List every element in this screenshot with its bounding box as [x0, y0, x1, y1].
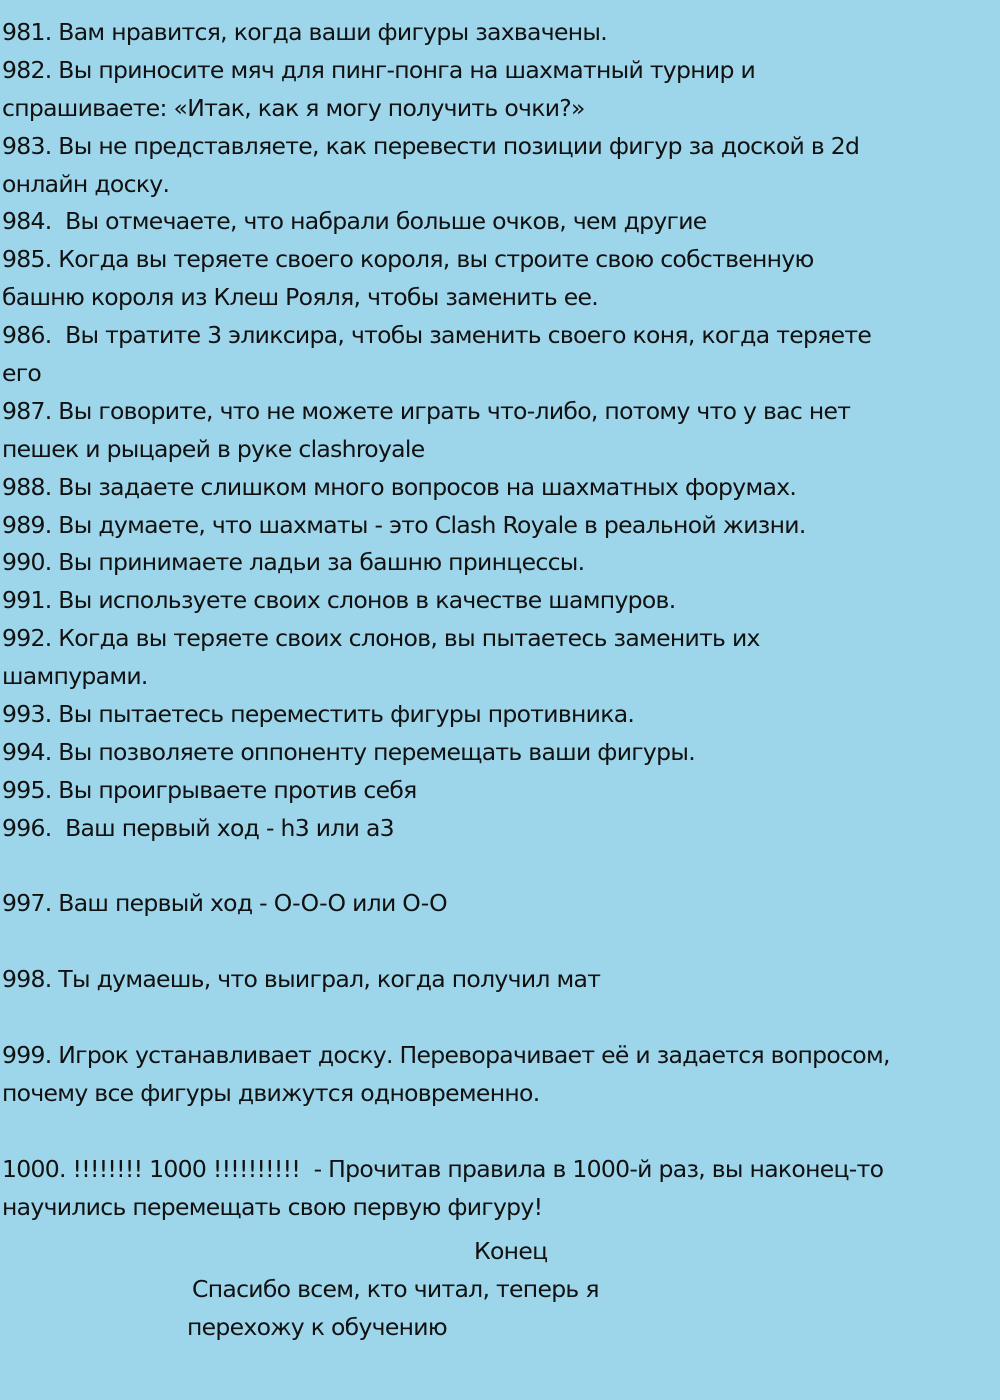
blank-line: [2, 848, 992, 886]
text-line: 987. Вы говорите, что не можете играть что-либо, потому что у вас нет: [2, 396, 851, 425]
text-line: 985. Когда вы теряете своего короля, вы строите свою собственную: [2, 245, 814, 274]
text-line: онлайн доску.: [2, 169, 170, 198]
text-line: 997. Ваш первый ход - O-O-O или O-O: [2, 889, 447, 918]
text-line: почему все фигуры движутся одновременно.: [2, 1078, 540, 1107]
text-line: башню короля из Клеш Рояля, чтобы заменить ее.: [2, 283, 599, 312]
closing-end-label: Конец: [474, 1237, 548, 1265]
text-line: 998. Ты думаешь, что выиграл, когда получил мат: [2, 965, 601, 994]
text-line: 992. Когда вы теряете своих слонов, вы пытаетесь заменить их: [2, 624, 760, 653]
text-line: пешек и рыцарей в руке clashroyale: [2, 434, 425, 463]
text-line: 989. Вы думаете, что шахматы - это Clash Royale в реальной жизни.: [2, 510, 806, 539]
text-line: 999. Игрок устанавливает доску. Переворачивает её и задается вопросом,: [2, 1041, 890, 1070]
text-line: 982. Вы приносите мяч для пинг-понга на шахматный турнир и: [2, 55, 756, 84]
text-line: 986. Вы тратите 3 эликсира, чтобы заменить своего коня, когда теряете: [2, 321, 872, 350]
blank-line: [2, 1113, 992, 1151]
closing-thanks-line-1: Спасибо всем, кто читал, теперь я: [192, 1275, 599, 1303]
text-line: научились перемещать свою первую фигуру!: [2, 1192, 543, 1221]
text-line: 995. Вы проигрываете против себя: [2, 775, 417, 804]
text-line: его: [2, 359, 42, 388]
text-line: 990. Вы принимаете ладьи за башню принцессы.: [2, 548, 585, 577]
text-line: 1000. !!!!!!!! 1000 !!!!!!!!!! - Прочитав правила в 1000-й раз, вы наконец-то: [2, 1154, 884, 1183]
blank-line: [2, 999, 992, 1037]
blank-line: [2, 923, 992, 961]
document-body: [2, 14, 992, 1227]
text-line: 991. Вы используете своих слонов в качестве шампуров.: [2, 586, 676, 615]
closing-thanks-line-2: перехожу к обучению: [187, 1313, 447, 1341]
text-line: 983. Вы не представляете, как перевести позиции фигур за доской в 2d: [2, 131, 860, 160]
text-line: спрашиваете: «Итак, как я могу получить очки?»: [2, 93, 585, 122]
text-line: 996. Ваш первый ход - h3 или a3: [2, 813, 394, 842]
text-line: шампурами.: [2, 662, 148, 691]
text-line: 981. Вам нравится, когда ваши фигуры захвачены.: [2, 18, 607, 46]
text-line: 988. Вы задаете слишком много вопросов на шахматных форумах.: [2, 472, 797, 501]
text-line: 984. Вы отмечаете, что набрали больше очков, чем другие: [2, 207, 707, 236]
text-line: 994. Вы позволяете оппоненту перемещать ваши фигуры.: [2, 737, 695, 766]
text-line: 993. Вы пытаетесь переместить фигуры противника.: [2, 700, 635, 729]
